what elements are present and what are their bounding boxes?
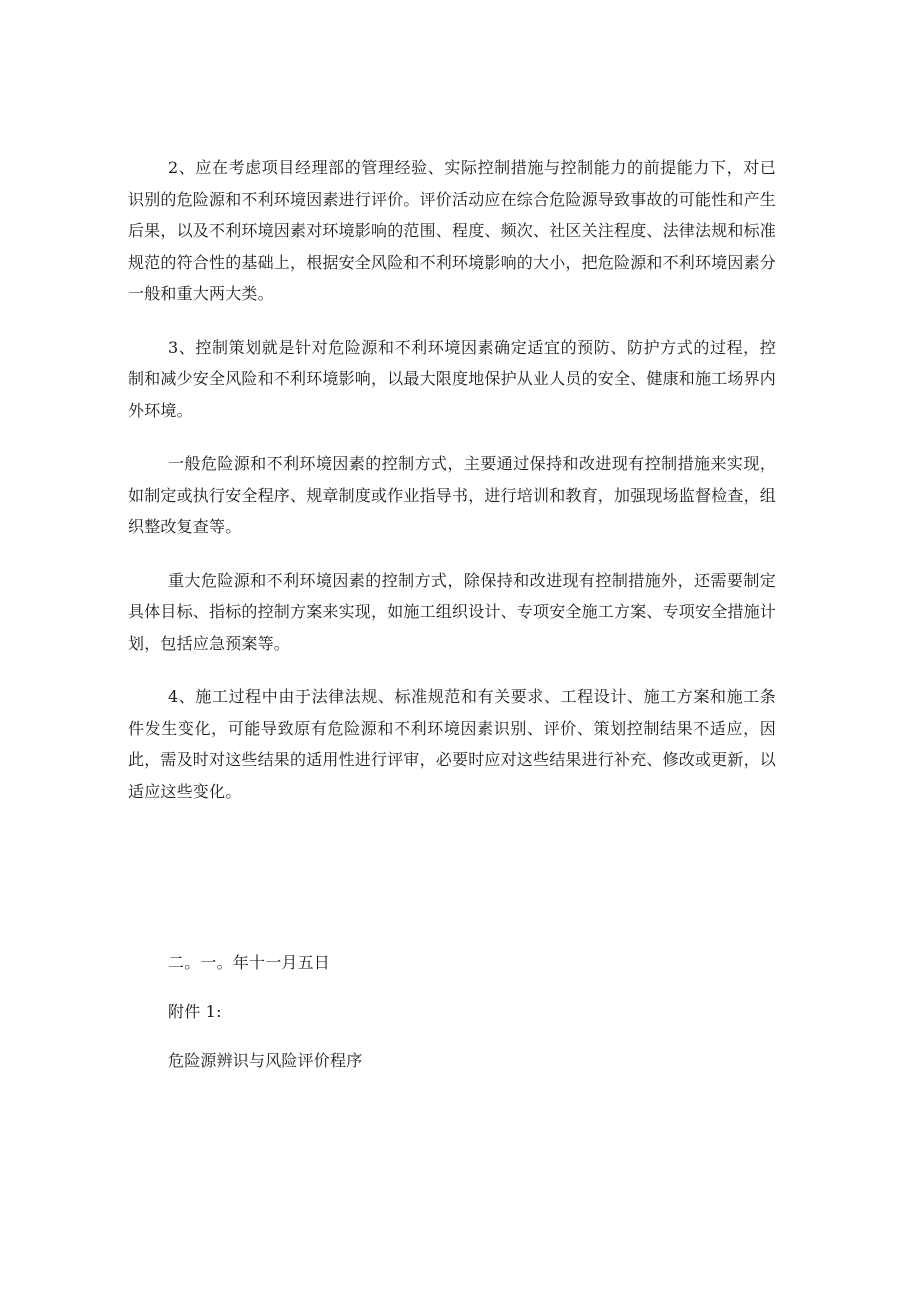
date-line: 二。一。年十一月五日 <box>168 953 331 972</box>
document-footer <box>168 952 768 1099</box>
paragraph-major-hazard-control: 重大危险源和不利环境因素的控制方式，除保持和改进现有控制措施外，还需要制定具体目标、指标的控制方案来实现，如施工组织设计、专项安全施工方案、专项安全措施计划，包括应急预案等。 <box>128 570 777 653</box>
paragraph-item-4-review: 4、施工过程中由于法律法规、标准规范和有关要求、工程设计、施工方案和施工条件发生变化，可能导致原有危险源和不利环境因素识别、评价、策划控制结果不适应，因此，需及时对这些结果的适用性进行评审，必要时应对这些结果进行补充、修改或更新，以适应这些变化。 <box>128 687 777 801</box>
paragraph-item-3-control-planning: 3、控制策划就是针对危险源和不利环境因素确定适宜的预防、防护方式的过程，控制和减少安全风险和不利环境影响，以最大限度地保护从业人员的安全、健康和施工场界内外环境。 <box>128 337 777 420</box>
body-text <box>128 152 776 829</box>
attachment-title: 危险源辨识与风险评价程序 <box>168 1051 363 1070</box>
paragraph-general-hazard-control: 一般危险源和不利环境因素的控制方式，主要通过保持和改进现有控制措施来实现，如制定或执行安全程序、规章制度或作业指导书，进行培训和教育，加强现场监督检查，组织整改复查等。 <box>128 454 777 536</box>
attachment-label: 附件 1: <box>168 1002 222 1021</box>
paragraph-item-2-evaluation: 2、应在考虑项目经理部的管理经验、实际控制措施与控制能力的前提能力下，对已识别的危险源和不利环境因素进行评价。评价活动应在综合危险源导致事故的可能性和产生后果，以及不利环境因素对环境影响的范围、程度、频次、社区关注程度、法律法规和标准规范的符合性的基础上，根据安全风险和不利环境影响的大小，把危险源和不利环境因素分一般和重大两大类。 <box>128 158 777 303</box>
